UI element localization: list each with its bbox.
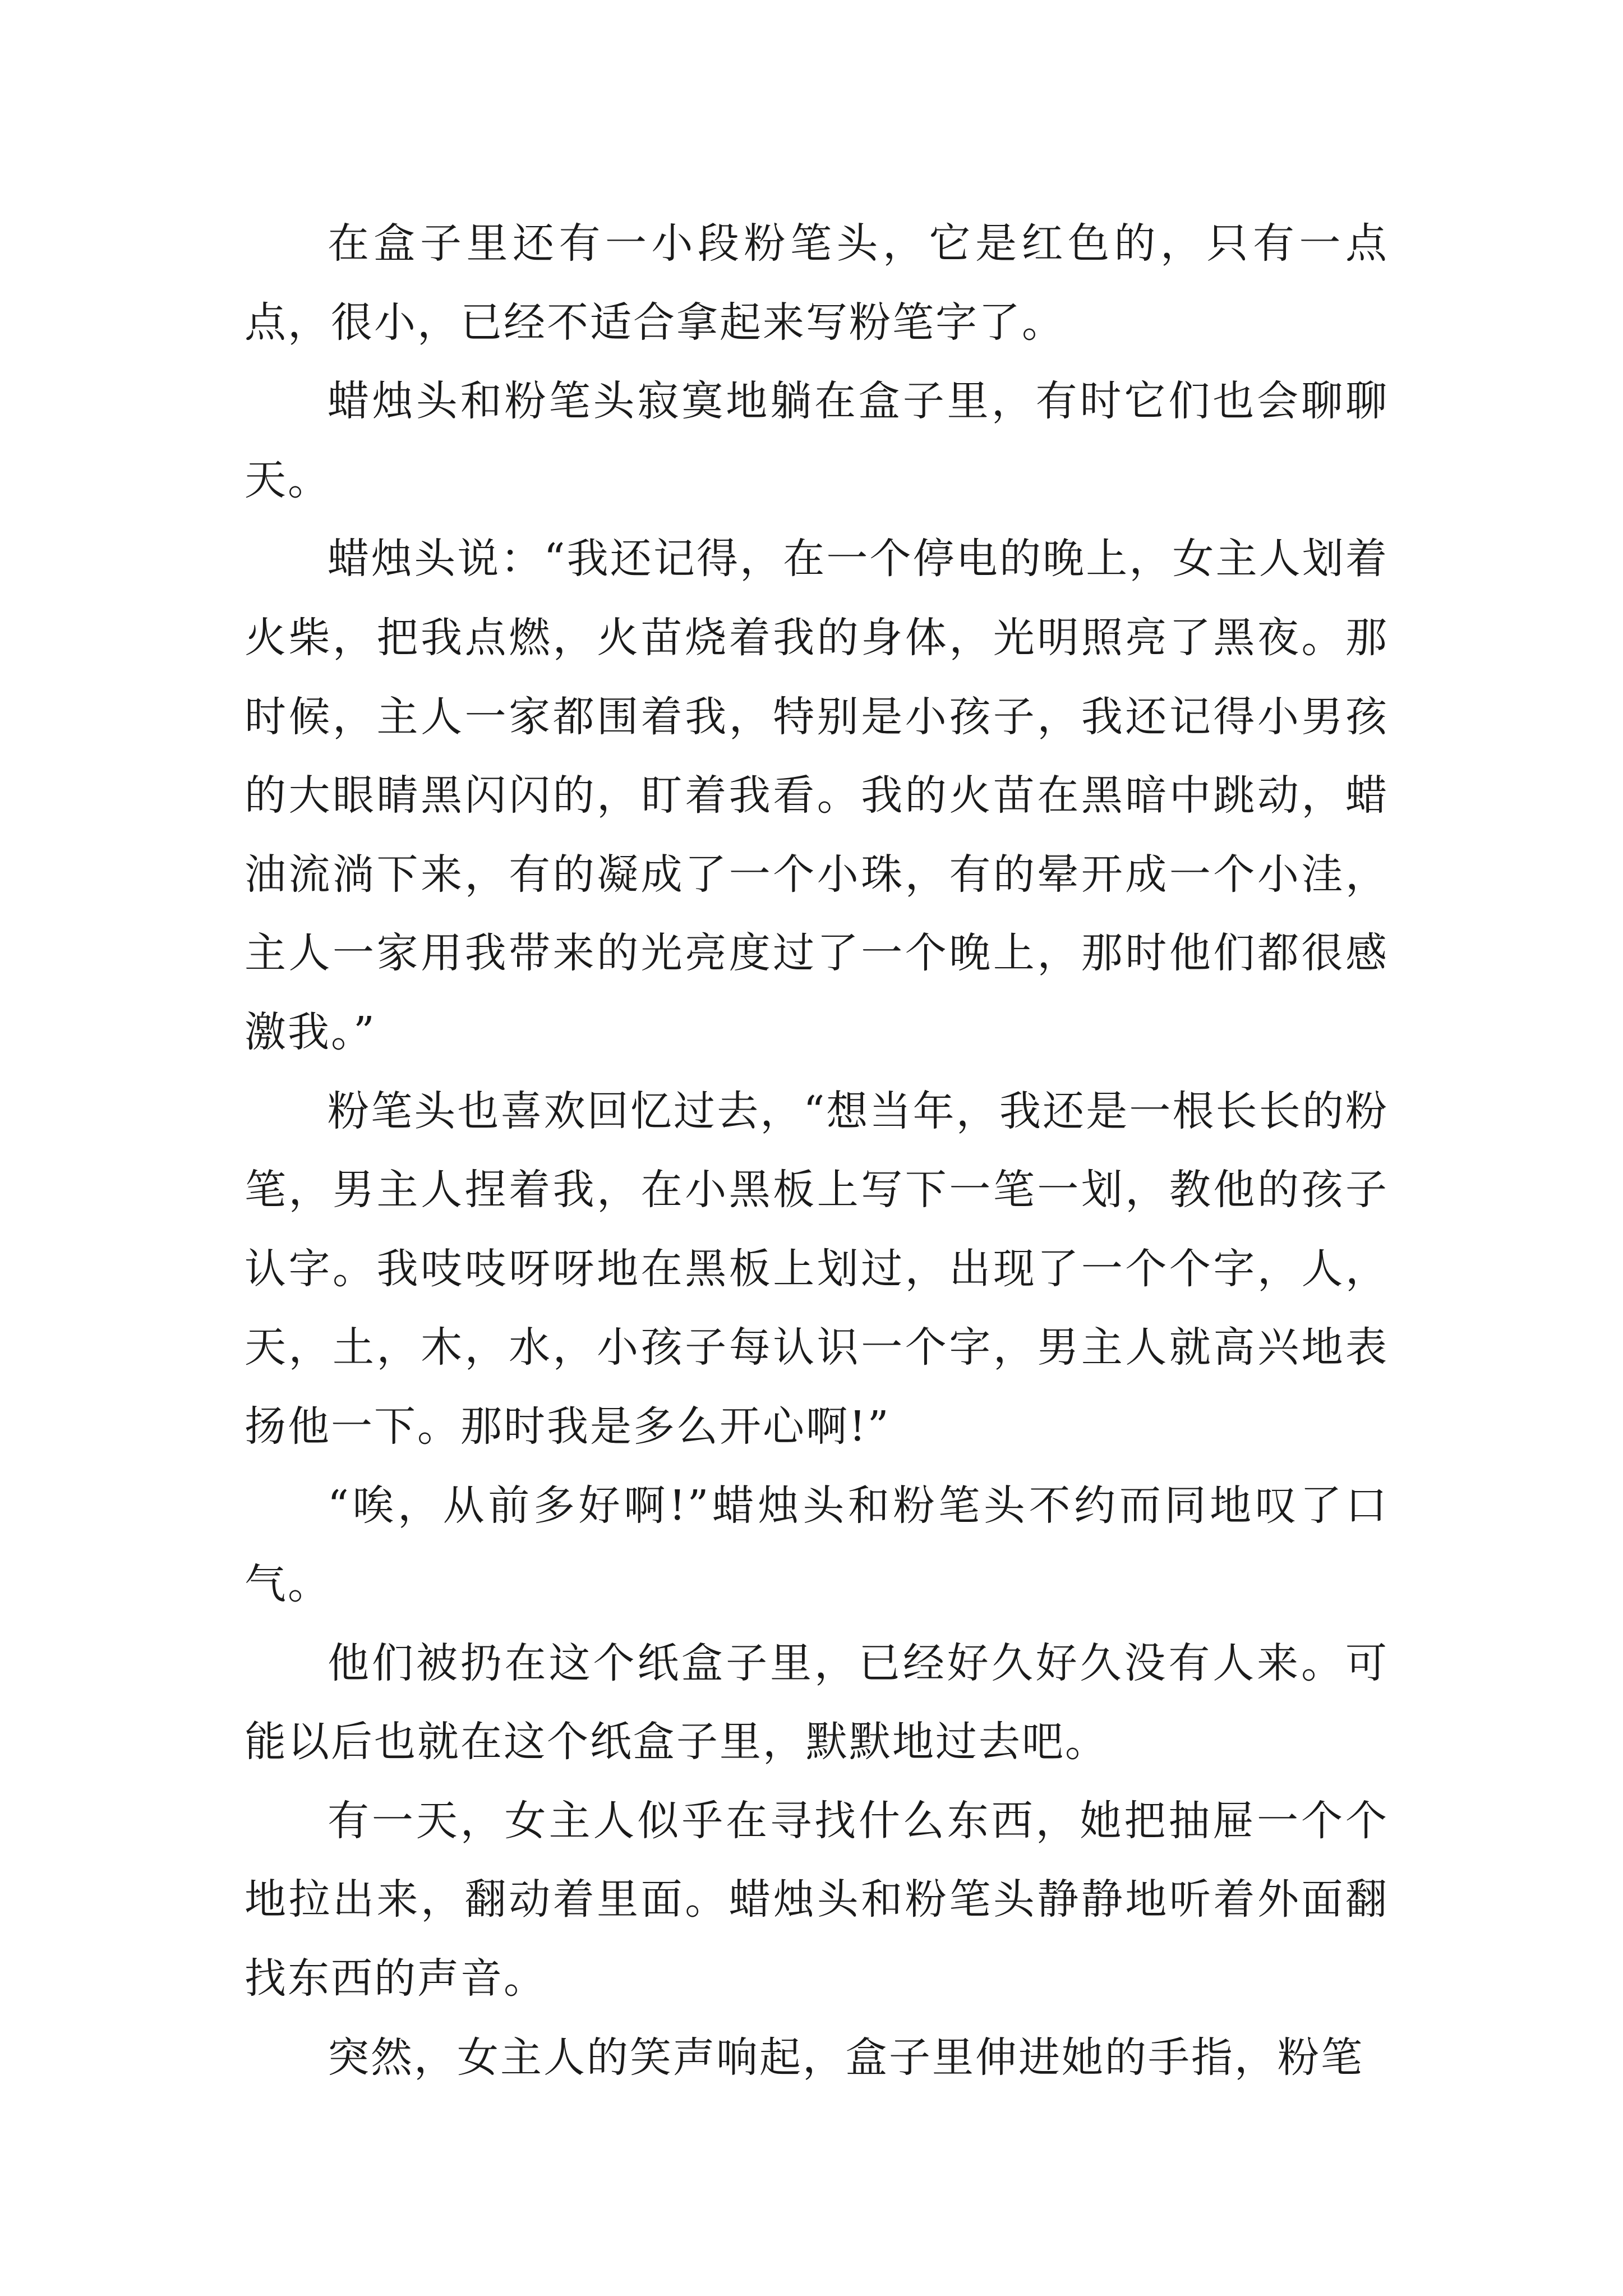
document-body [245, 204, 1389, 2097]
paragraph-1: 在盒子里还有一小段粉笔头，它是红色的，只有一点点，很小，已经不适合拿起来写粉笔字了。 [245, 219, 1389, 347]
paragraph-6: 他们被扔在这个纸盒子里，已经好久好久没有人来。可能以后也就在这个纸盒子里，默默地过去吧。 [245, 1639, 1389, 1766]
paragraph-8: 突然，女主人的笑声响起，盒子里伸进她的手指，粉笔 [328, 2033, 1364, 2082]
paragraph-7: 有一天，女主人似乎在寻找什么东西，她把抽屉一个个地拉出来，翻动着里面。蜡烛头和粉笔头静静地听着外面翻找东西的声音。 [245, 1796, 1389, 2003]
paragraph-5: “唉，从前多好啊!”蜡烛头和粉笔头不约而同地叹了口气。 [245, 1481, 1389, 1609]
paragraph-4: 粉笔头也喜欢回忆过去，“想当年，我还是一根长长的粉笔，男主人捏着我，在小黑板上写下一笔一划，教他的孩子认字。我吱吱呀呀地在黑板上划过，出现了一个个字，人，天，土，木，水，小孩子每认识一个字，男主人就高兴地表扬他一下。那时我是多么开心啊!” [245, 1087, 1389, 1451]
paragraph-2: 蜡烛头和粉笔头寂寞地躺在盒子里，有时它们也会聊聊天。 [245, 377, 1389, 504]
paragraph-3: 蜡烛头说：“我还记得，在一个停电的晚上，女主人划着火柴，把我点燃，火苗烧着我的身体，光明照亮了黑夜。那时候，主人一家都围着我，特别是小孩子，我还记得小男孩的大眼睛黑闪闪的，盯着我看。我的火苗在黑暗中跳动，蜡油流淌下来，有的凝成了一个小珠，有的晕开成一个小洼，主人一家用我带来的光亮度过了一个晚上，那时他们都很感激我。” [245, 535, 1389, 1056]
